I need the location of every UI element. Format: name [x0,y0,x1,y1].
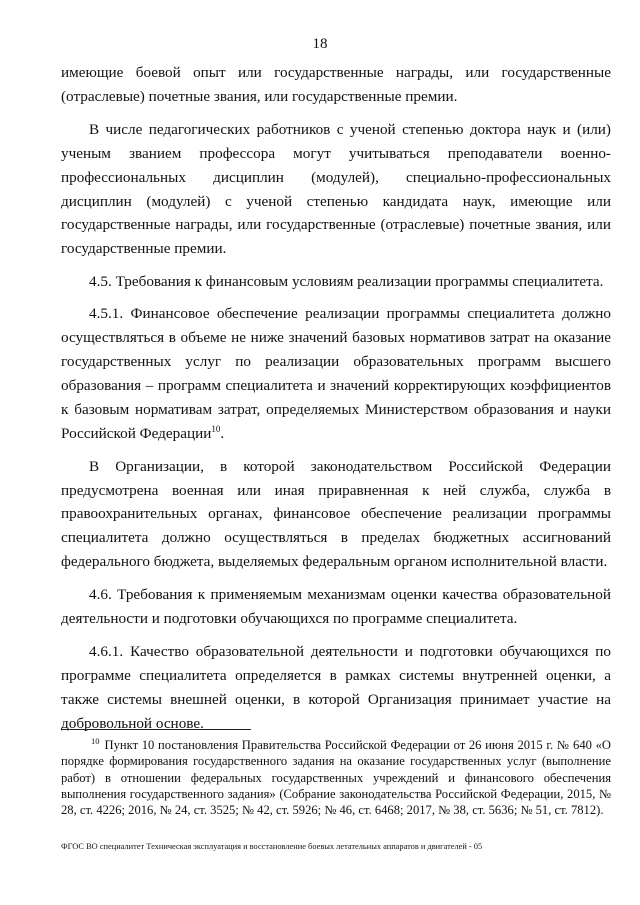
footnote-text: Пункт 10 постановления Правительства Российской Федерации от 26 июня 2015 г. № 640 «О порядке формирования государственного задания на оказание государственных услуг (выполнение работ) в отношении федеральных государственных учреждений и финансового обеспечения выполнения государственного задания» (Собрание законодательства Российской Федерации, 2015, № 28, ст. 4226; 2016, № 24, ст. 3525; № 42, ст. 5926; № 46, ст. 6468; 2017, № 38, ст. 5636; № 51, ст. 7812). [61,738,611,818]
footnote-reference: 10 [211,423,221,434]
paragraph-4-5-1-text: 4.5.1. Финансовое обеспечение реализации программы специалитета должно осуществляться в объеме не ниже значений базовых нормативов затрат на оказание государственных услуг по реализации образовательных программ высшего образования – программ специалитета и значений корректирующих коэффициентов к базовым нормативам затрат, определяемых Министерством образования и науки Российской Федерации [61,305,611,442]
paragraph-continuation: имеющие боевой опыт или государственные награды, или государственные (отраслевые) почетные звания, или государственные премии. [61,64,611,105]
paragraph-4-5-1: 4.5.1. Финансовое обеспечение реализации программы специалитета должно осуществляться в объеме не ниже значений базовых нормативов затрат на оказание государственных услуг по реализации образовательных программ высшего образования – программ специалитета и значений корректирующих коэффициентов к базовым нормативам затрат, определяемых Министерством образования и науки Российской Федерации$^{10}$. [61,305,611,442]
footnote [61,737,611,818]
section-heading-4-5: 4.5. Требования к финансовым условиям реализации программы специалитета. [89,273,604,291]
page-number: 18 [312,36,328,52]
paragraph-pedagogical-staff: В числе педагогических работников с ученой степенью доктора наук и (или) ученым званием профессора могут учитываться преподаватели военно-профессиональных дисциплин (модулей), специально-профессиональных дисциплин (модулей) с ученой степенью кандидата наук, имеющие или государственные награды, или государственные (отраслевые) почетные звания, или государственные премии. [61,120,611,258]
document-body [61,61,611,745]
paragraph-4-6-1: 4.6.1. Качество образовательной деятельности и подготовки обучающихся по программе специалитета определяется в рамках системы внутренней оценки, а также системы внешней оценки, в которой Организация принимает участие на добровольной основе. [61,642,611,732]
section-heading-4-6: 4.6. Требования к применяемым механизмам оценки качества образовательной деятельности и подготовки обучающихся по программе специалитета. [61,586,611,628]
page-footer: ФГОС ВО специалитет Техническая эксплуатация и восстановление боевых летательных аппаратов и двигателей - 05 [61,842,483,851]
paragraph-military-organization: В Организации, в которой законодательством Российской Федерации предусмотрена военная или иная приравненная к ней служба, служба в правоохранительных органах, финансовое обеспечение реализации программы специалитета должно осуществляться в пределах бюджетных ассигнований федерального бюджета, выделяемых федеральным органом исполнительной власти. [61,457,611,571]
footnote-divider [61,729,251,730]
footnote-mark: 10 [91,736,100,746]
